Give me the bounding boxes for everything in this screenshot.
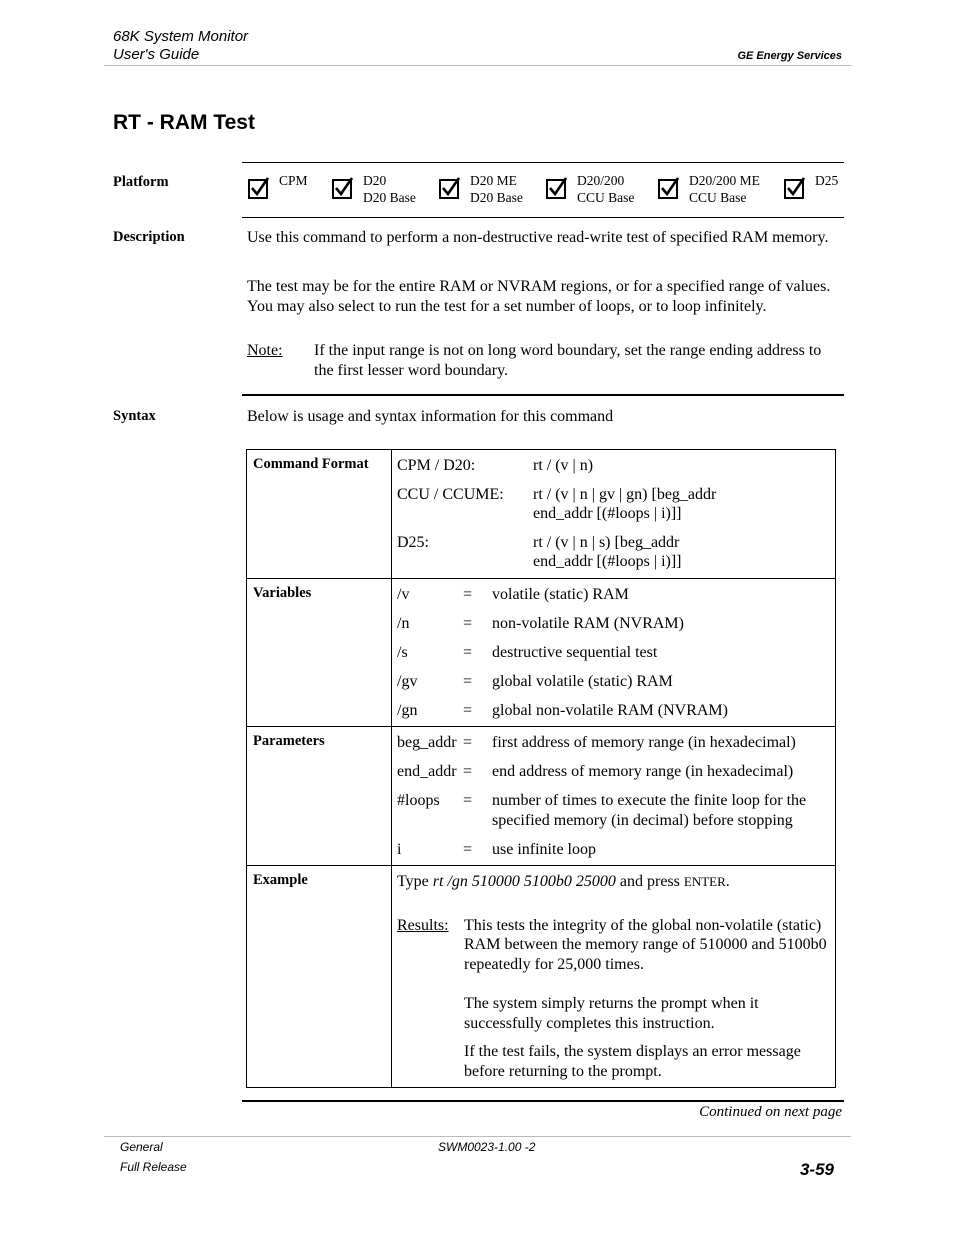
syntax-table xyxy=(246,449,836,1088)
result-text-2: The system simply returns the prompt when it successfully completes this instruction. xyxy=(464,995,759,1032)
parameter-description: number of times to execute the finite loop for the specified memory (in decimal) before stopping xyxy=(492,792,807,829)
format-row xyxy=(397,456,829,476)
results-label: Results: xyxy=(397,916,449,934)
parameter-description: use infinite loop xyxy=(492,840,596,858)
result-text-3: If the test fails, the system displays an error message before returning to the prompt. xyxy=(464,1043,801,1080)
example-command: rt /gn 510000 5100b0 25000 xyxy=(432,873,616,890)
equals-sign: = xyxy=(463,614,473,632)
equals-sign: = xyxy=(463,643,473,661)
parameter-symbol: i xyxy=(397,840,402,858)
variable-item xyxy=(397,672,829,692)
format-row xyxy=(397,485,829,524)
example-instruction xyxy=(397,872,829,892)
format-syntax: rt / (v | n | gv | gn) [beg_addr xyxy=(533,485,717,503)
continued-note: Continued on next page xyxy=(699,1104,842,1120)
platform-name: CPM xyxy=(279,173,308,188)
variable-description: destructive sequential test xyxy=(492,643,658,661)
example-middle: and press xyxy=(615,873,684,890)
variable-item xyxy=(397,614,829,634)
variable-symbol: /s xyxy=(397,643,408,661)
checkbox-checked-icon xyxy=(439,177,461,199)
variable-symbol: /v xyxy=(397,585,410,603)
description-paragraph-2: The test may be for the entire RAM or NVRAM regions, or for a specified range of values. You may also select to run the test for a set number of loops, or to loop infinitely. xyxy=(247,278,831,315)
footer-divider xyxy=(104,1136,851,1137)
format-syntax: rt / (v | n) xyxy=(533,457,594,474)
checkbox-checked-icon xyxy=(784,177,806,199)
document-title-line1: 68K System Monitor xyxy=(113,28,249,45)
parameter-description: end address of memory range (in hexadecimal) xyxy=(492,763,794,780)
parameter-symbol: beg_addr xyxy=(397,734,457,751)
platform-name: D25 xyxy=(815,173,839,188)
note-label: Note: xyxy=(247,342,283,359)
example-content xyxy=(392,866,836,1088)
variable-description: volatile (static) RAM xyxy=(492,585,629,603)
note-text: If the input range is not on long word boundary, set the range ending address to the first lesser word boundary. xyxy=(314,342,822,379)
page-number: 3-59 xyxy=(799,1160,834,1179)
header-divider xyxy=(104,65,851,66)
platform-base: CCU Base xyxy=(577,190,635,205)
variable-item xyxy=(397,585,829,605)
syntax-label: Syntax xyxy=(113,408,156,424)
footer-general: General xyxy=(120,1140,163,1154)
variable-description: global volatile (static) RAM xyxy=(492,672,673,690)
parameters-content xyxy=(392,727,836,866)
document-title xyxy=(113,28,248,64)
platform-label: Platform xyxy=(113,174,169,190)
parameters-row xyxy=(247,727,836,866)
platform-item-d20-200-me xyxy=(658,172,760,206)
platform-base: CCU Base xyxy=(689,190,747,205)
platform-item-cpm xyxy=(248,172,308,199)
checkbox-checked-icon xyxy=(332,177,354,199)
equals-sign: = xyxy=(463,840,473,858)
platform-top-rule xyxy=(242,162,844,163)
command-format-label: Command Format xyxy=(247,450,392,579)
variables-content xyxy=(392,578,836,727)
parameter-item xyxy=(397,791,829,830)
results-body xyxy=(464,916,829,1082)
description-label: Description xyxy=(113,229,185,245)
variables-label: Variables xyxy=(247,578,392,727)
platform-name: D20/200 xyxy=(577,173,625,188)
equals-sign: = xyxy=(463,763,473,780)
variable-description: non-volatile RAM (NVRAM) xyxy=(492,614,684,632)
format-syntax-cont: end_addr [(#loops | i)]] xyxy=(533,553,682,570)
variable-symbol: /gn xyxy=(397,701,418,719)
variables-row xyxy=(247,578,836,727)
result-text-1: This tests the integrity of the global non-volatile (static) RAM between the memory range of 510000 and 5100b0 repeatedly for 25,000 times. xyxy=(464,916,827,973)
parameter-description: first address of memory range (in hexadecimal) xyxy=(492,734,796,751)
format-row xyxy=(397,533,829,572)
checkbox-checked-icon xyxy=(248,177,270,199)
enter-key: ENTER xyxy=(683,874,726,889)
platform-item-d20-me xyxy=(439,172,523,206)
checkbox-checked-icon xyxy=(546,177,568,199)
checkbox-checked-icon xyxy=(658,177,680,199)
format-platform: CCU / CCUME: xyxy=(397,485,504,503)
section-bottom-rule xyxy=(242,1100,844,1102)
equals-sign: = xyxy=(463,701,473,719)
variable-description: global non-volatile RAM (NVRAM) xyxy=(492,701,728,719)
equals-sign: = xyxy=(463,672,473,690)
platform-name: D20 xyxy=(363,173,387,188)
equals-sign: = xyxy=(463,585,473,603)
variable-item xyxy=(397,701,829,721)
platform-base: D20 Base xyxy=(470,190,523,205)
variable-symbol: /n xyxy=(397,614,410,632)
format-syntax-cont: end_addr [(#loops | i)]] xyxy=(533,505,682,522)
syntax-intro: Below is usage and syntax information for this command xyxy=(247,408,614,425)
format-syntax: rt / (v | n | s) [beg_addr xyxy=(533,533,680,551)
parameter-symbol: end_addr xyxy=(397,763,457,780)
footer-release: Full Release xyxy=(120,1160,187,1174)
format-platform: CPM / D20: xyxy=(397,457,476,474)
platform-name: D20/200 ME xyxy=(689,173,760,188)
description-bottom-rule xyxy=(242,394,844,396)
variable-item xyxy=(397,643,829,663)
page-title: RT - RAM Test xyxy=(113,111,255,134)
platform-name: D20 ME xyxy=(470,173,517,188)
example-prefix: Type xyxy=(397,873,433,890)
results-block xyxy=(397,916,829,1082)
footer-doc-number: SWM0023-1.00 -2 xyxy=(438,1140,536,1154)
company-name: GE Energy Services xyxy=(737,50,842,62)
example-suffix: . xyxy=(725,873,730,890)
parameter-item xyxy=(397,733,829,753)
platform-item-d20-200 xyxy=(546,172,634,206)
description-paragraph-1: Use this command to perform a non-destructive read-write test of specified RAM memory. xyxy=(247,229,829,246)
platform-item-d25 xyxy=(784,172,838,199)
parameters-label: Parameters xyxy=(247,727,392,866)
platform-bottom-rule xyxy=(242,217,844,218)
parameter-symbol: #loops xyxy=(397,792,440,809)
example-label: Example xyxy=(247,866,392,1088)
example-row xyxy=(247,866,836,1088)
parameter-item xyxy=(397,840,829,860)
document-title-line2: User's Guide xyxy=(113,46,200,63)
equals-sign: = xyxy=(463,792,473,809)
variable-symbol: /gv xyxy=(397,672,418,690)
equals-sign: = xyxy=(463,734,473,751)
command-format-content xyxy=(392,450,836,579)
parameter-item xyxy=(397,762,829,782)
platform-item-d20 xyxy=(332,172,416,206)
format-platform: D25: xyxy=(397,533,429,551)
platform-base: D20 Base xyxy=(363,190,416,205)
command-format-row xyxy=(247,450,836,579)
